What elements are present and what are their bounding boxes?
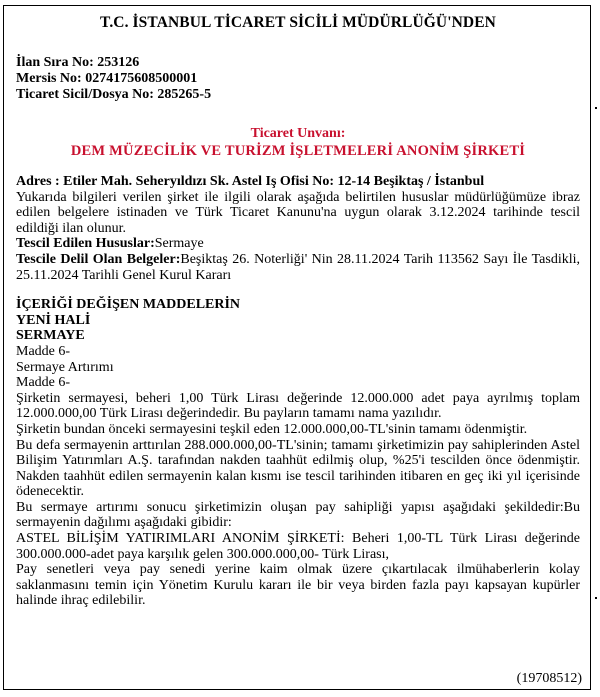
- previous-capital-paragraph: Şirketin bundan önceki sermayesini teşkil eden 12.000.000,00-TL'sinin tamamı ödenmiştir.: [16, 421, 528, 437]
- amendment-subheading: YENİ HALİ: [16, 312, 91, 328]
- page-title: T.C. İSTANBUL TİCARET SİCİLİ MÜDÜRLÜĞÜ'NDEN: [100, 14, 496, 31]
- article-title: Sermaye Artırımı: [16, 359, 114, 375]
- share-certificate-paragraph: Pay senetleri veya pay senedi yerine kaim olmak üzere çıkartılacak ilmühaberlerin kolay saklanmasını temin için Yönetim Kurulu kararı ile bir veya birden fazla payı kapsayan kupürler halinde ihraç edilebilir.: [16, 562, 580, 609]
- increase-paragraph: Bu defa sermayenin arttırılan 288.000.000,00-TL'sinin; tamamı şirketimizin pay sahiplerinden Astel Bilişim Yatırımları A.Ş. tarafından nakden taahhüt edilmiş olup, %25'i tescilden önce ödenmiştir. Nakden taahhüt edilen sermayenin kalan kısmı ise tescil tarihinden itibaren en geç iki yıl içerisinde ödenecektir.: [16, 437, 580, 500]
- evidence-documents: [16, 252, 580, 283]
- sermaye-heading: SERMAYE: [16, 328, 85, 344]
- company-label: Ticaret Unvanı:: [250, 126, 346, 141]
- announcement-text: [16, 174, 580, 609]
- announcement-body: [16, 6, 580, 609]
- mersis-no: Mersis No: 0274175608500001: [16, 71, 198, 86]
- company-address: Adres : Etiler Mah. Seheryıldızı Sk. Astel Iş Ofisi No: 12-14 Beşiktaş / İstanbul: [16, 174, 485, 189]
- evidence-label: Tescile Delil Olan Belgeler:: [16, 251, 181, 267]
- article-label: Madde 6-: [16, 343, 71, 359]
- ilan-sira-no: İlan Sıra No: 253126: [16, 55, 140, 70]
- ticaret-sicil-no: Ticaret Sicil/Dosya No: 285265-5: [16, 87, 212, 102]
- article-label-2: Madde 6-: [16, 375, 71, 391]
- evidence-value: Beşiktaş 26. Noterliği' Nin 28.11.2024 Tarih 113562 Sayı İle Tasdikli, 25.11.2024 Tarihli Genel Kurul Kararı: [16, 251, 580, 283]
- registered-label: Tescil Edilen Hususlar:: [16, 236, 155, 252]
- announcement-frame: [3, 5, 591, 690]
- registered-matters: [16, 236, 580, 252]
- shareholder-paragraph: ASTEL BİLİŞİM YATIRIMLARI ANONİM ŞİRKETİ: Beheri 1,00-TL Türk Lirası değerinde 300.000.000-adet paya karşılık gelen 300.000.000,00- Türk Lirası,: [16, 531, 580, 562]
- registry-info: [16, 55, 580, 103]
- amendment-section: [16, 297, 580, 609]
- intro-paragraph: Yukarıda bilgileri verilen şirket ile ilgili olarak aşağıda belirtilen hususlar müdürlüğümüze ibraz edilen belgelere istinaden ve Türk Ticaret Kanunu'na uygun olarak 3.12.2024 tarihinde tescil edildiği ilan olunur.: [16, 189, 580, 236]
- amendment-heading: İÇERİĞİ DEĞİŞEN MADDELERİN: [16, 297, 241, 313]
- company-title-block: [16, 126, 580, 160]
- margin-mark: [595, 597, 597, 599]
- margin-mark: [595, 107, 597, 109]
- shareholding-paragraph: Bu sermaye artırımı sonucu şirketimizin oluşan pay sahipliği yapısı aşağıdaki şekildedir:Bu sermayenin dağılımı aşağıdaki gibidir:: [16, 499, 580, 531]
- company-name: DEM MÜZECİLİK VE TURİZM İŞLETMELERİ ANONİM ŞİRKETİ: [70, 143, 526, 159]
- capital-paragraph: Şirketin sermayesi, beheri 1,00 Türk Lirası değerinde 12.000.000 adet paya ayrılmış toplam 12.000.000,00 Türk Lirası değerindedir. Bu payların tamamı nama yazılıdır.: [16, 390, 580, 422]
- registered-value: Sermaye: [154, 236, 204, 252]
- reference-number: (19708512): [516, 671, 582, 686]
